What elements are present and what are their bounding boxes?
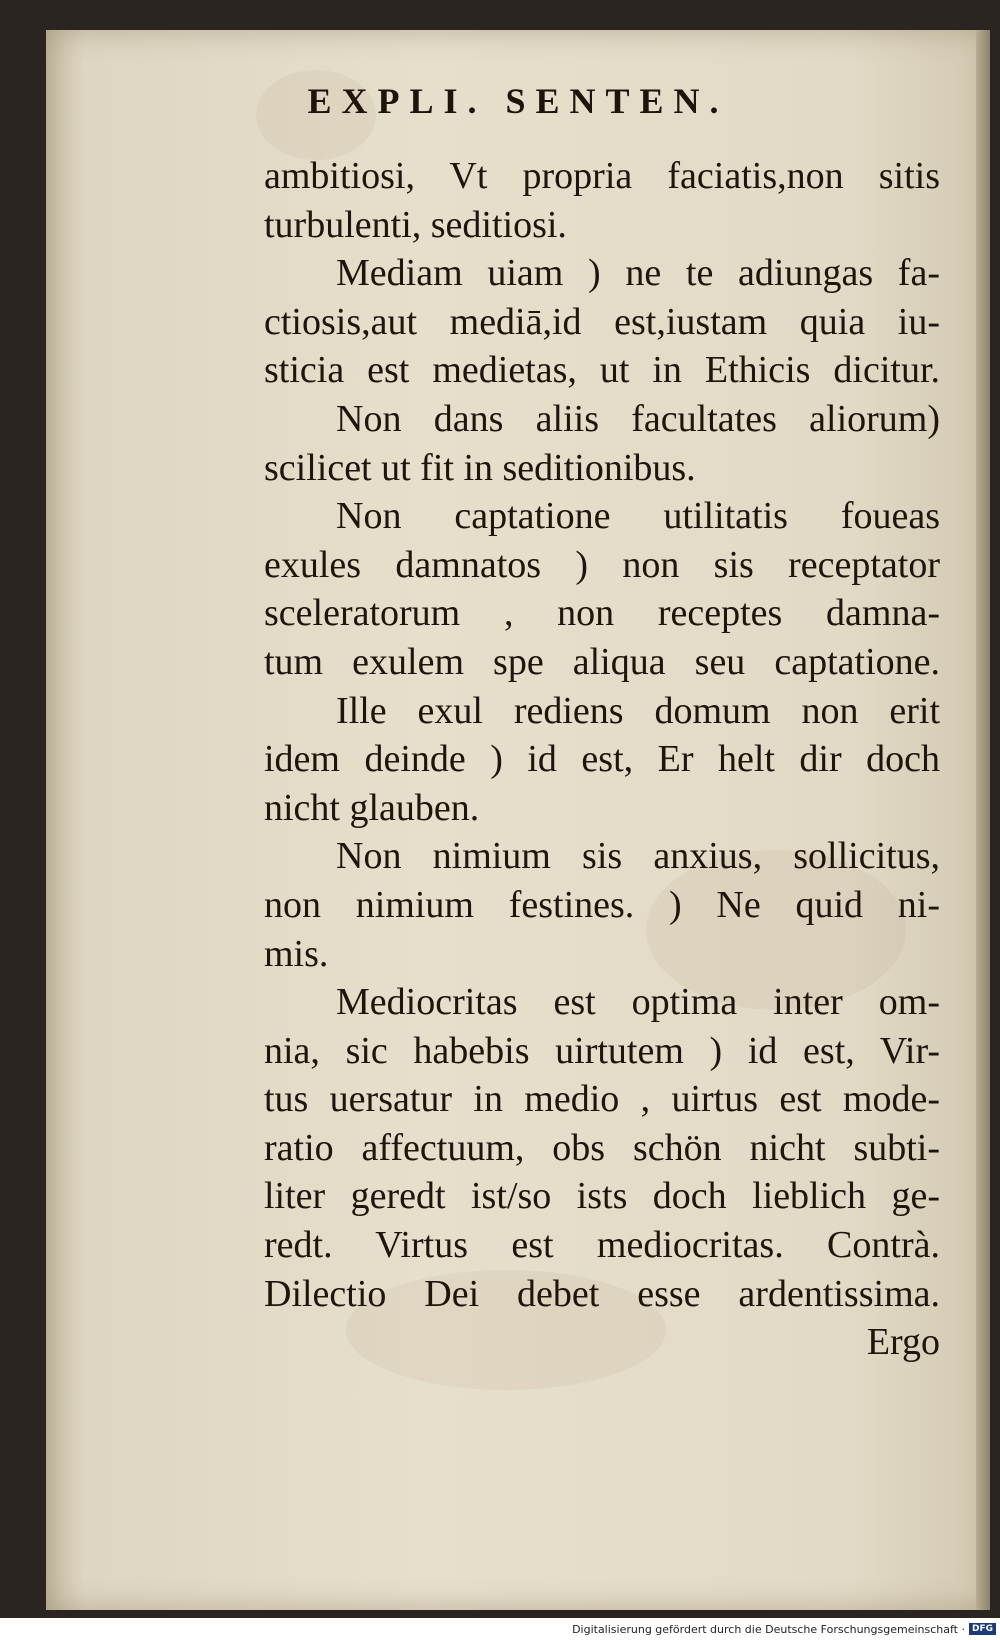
text-line: ratio affectuum, obs schön nicht subti-: [264, 1126, 940, 1169]
dfg-logo: DFG: [969, 1623, 996, 1635]
text-line: idem deinde ) id est, Er helt dir doch: [264, 738, 940, 781]
text-line: Dilectio Dei debet esse ardentissima.: [264, 1272, 940, 1315]
text-line: Ergo: [866, 1321, 940, 1364]
text-line: Ille exul rediens domum non erit: [336, 689, 940, 732]
text-line: ambitiosi, Vt propria faciatis,non sitis: [264, 155, 940, 197]
running-head: EXPLI. SENTEN.: [307, 81, 729, 121]
digitization-credit: [572, 1620, 996, 1638]
text-line: Non nimium sis anxius, sollicitus,: [336, 835, 940, 878]
text-line: Non dans aliis facultates aliorum): [336, 397, 940, 440]
text-line: Mediam uiam ) ne te adiungas fa-: [336, 252, 940, 295]
text-line: scilicet ut fit in seditionibus.: [264, 446, 696, 489]
text-line: Non captatione utilitatis foueas: [336, 495, 940, 538]
text-line: turbulenti, seditiosi.: [264, 203, 567, 246]
text-line: Mediocritas est optima inter om-: [336, 981, 940, 1024]
text-line: exules damnatos ) non sis receptator: [264, 543, 940, 586]
text-line: nicht glauben.: [264, 786, 480, 829]
text-line: sticia est medietas, ut in Ethicis dicitur.: [264, 349, 940, 392]
page-edge: [976, 30, 990, 1610]
text-line: redt. Virtus est mediocritas. Contrà.: [264, 1224, 940, 1267]
text-line: non nimium festines. ) Ne quid ni-: [264, 883, 940, 926]
text-line: nia, sic habebis uirtutem ) id est, Vir-: [264, 1029, 940, 1072]
text-line: sceleratorum , non receptes damna-: [264, 592, 940, 635]
footer-credit-text: Digitalisierung gefördert durch die Deutsche Forschungsgemeinschaft ·: [572, 1622, 965, 1636]
book-page: [46, 30, 990, 1610]
text-line: ctiosis,aut mediā,id est,iustam quia iu-: [264, 300, 940, 343]
text-block: [264, 152, 940, 1367]
text-line: liter geredt ist/so ists doch lieblich ge-: [264, 1175, 940, 1218]
text-line: mis.: [264, 932, 329, 975]
text-line: tum exulem spe aliqua seu captatione.: [264, 640, 940, 683]
text-line: tus uersatur in medio , uirtus est mode-: [264, 1078, 940, 1121]
